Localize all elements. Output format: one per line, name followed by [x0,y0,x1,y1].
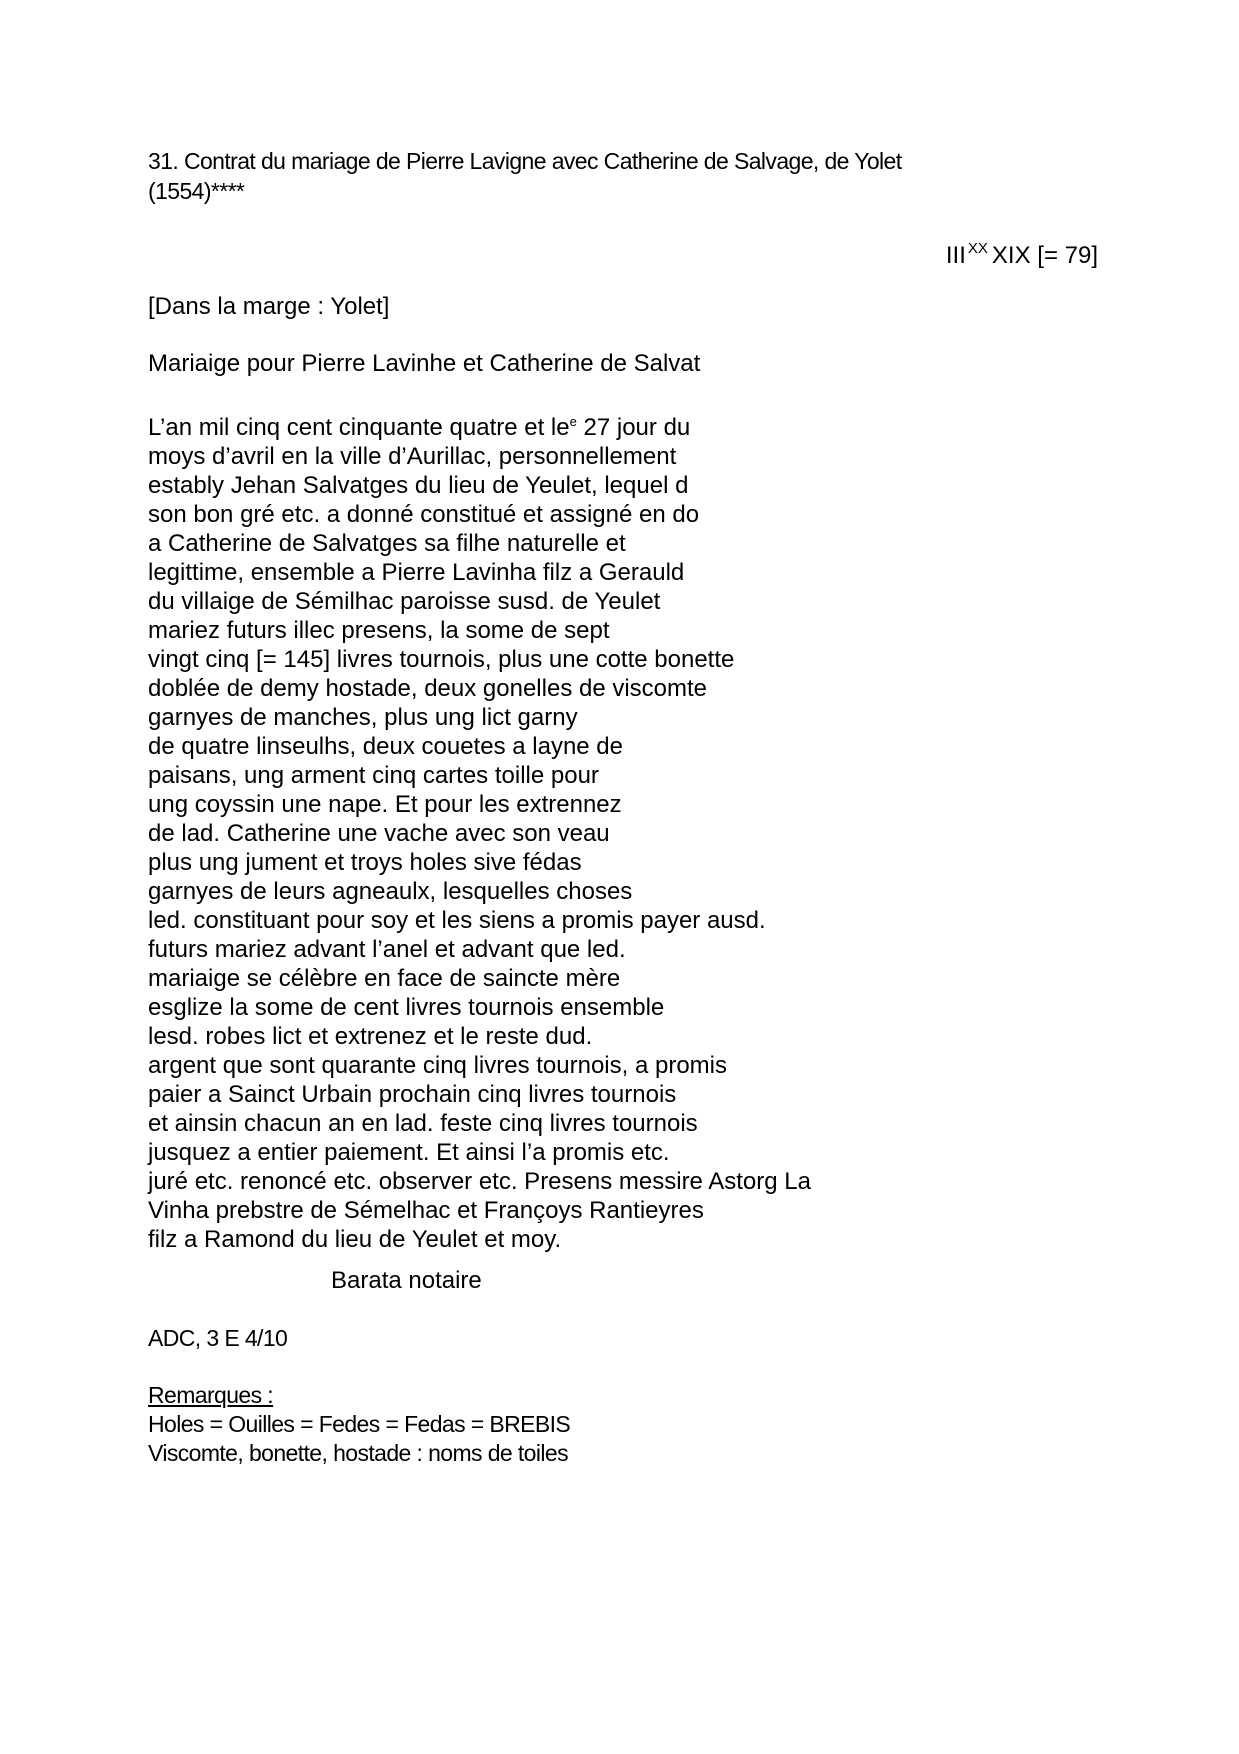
folio-rest: XIX [= 79] [991,242,1098,269]
document-title [148,146,1098,206]
folio-superscript: XX [967,240,988,257]
body-line: lesd. robes lict et extrenez et le reste dud. [148,1023,593,1050]
body-line: vingt cinq [= 145] livres tournois, plus une cotte bonette [148,646,735,673]
body-line: filz a Ramond du lieu de Yeulet et moy. [148,1226,562,1253]
remarks-line: Holes = Ouilles = Fedes = Fedas = BREBIS [148,1411,571,1437]
body-line-superscript: e [569,414,577,429]
body-line: led. constituant pour soy et les siens a promis payer ausd. [148,907,766,934]
body-line: plus ung jument et troys holes sive fédas [148,849,582,876]
body-line: paier a Sainct Urbain prochain cinq livres tournois [148,1081,677,1108]
folio-number [946,234,1098,271]
body-line: estably Jehan Salvatges du lieu de Yeulet, lequel d [148,472,689,499]
body-line: garnyes de leurs agneaulx, lesquelles choses [148,878,633,905]
remarks-section [148,1381,570,1468]
body-line: et ainsin chacun an en lad. feste cinq livres tournois [148,1110,698,1137]
body-line: mariaige se célèbre en face de saincte mère [148,965,621,992]
body-line: a Catherine de Salvatges sa filhe naturelle et [148,530,626,557]
body-line: de lad. Catherine une vache avec son veau [148,820,610,847]
remarks-title: Remarques : [148,1382,274,1408]
margin-note: [Dans la marge : Yolet] [148,293,390,320]
body-line: de quatre linseulhs, deux couetes a layne de [148,733,623,760]
body-line: mariez futurs illec presens, la some de sept [148,617,610,644]
body-line-text: L’an mil cinq cent cinquante quatre et le [148,414,570,441]
body-line: ung coyssin une nape. Et pour les extrennez [148,791,622,818]
archive-reference: ADC, 3 E 4/10 [148,1325,288,1351]
body-line: paisans, ung arment cinq cartes toille pour [148,762,599,789]
title-line-2: (1554)**** [148,178,245,204]
document-page [148,146,1098,1466]
body-line-tail: 27 jour du [576,414,691,441]
body-line: son bon gré etc. a donné constitué et assigné en do [148,501,700,528]
folio-main: III [945,242,966,269]
body-line: futurs mariez advant l’anel et advant que led. [148,936,626,963]
body-line: legittime, ensemble a Pierre Lavinha filz a Gerauld [148,559,685,586]
body-line: du villaige de Sémilhac paroisse susd. de Yeulet [148,588,661,615]
body-line: doblée de demy hostade, deux gonelles de viscomte [148,675,708,702]
body-line: argent que sont quarante cinq livres tournois, a promis [148,1052,727,1079]
title-line-1: 31. Contrat du mariage de Pierre Lavigne avec Catherine de Salvage, de Yolet [148,148,902,174]
body-line: Vinha prebstre de Sémelhac et Françoys Rantieyres [148,1197,704,1224]
body-line: jusquez a entier paiement. Et ainsi l’a promis etc. [148,1139,670,1166]
act-body [148,407,848,1254]
body-line: esglize la some de cent livres tournois ensemble [148,994,665,1021]
body-line: garnyes de manches, plus ung lict garny [148,704,578,731]
notary-signature: Barata notaire [331,1267,482,1294]
body-line [148,407,848,442]
act-heading: Mariaige pour Pierre Lavinhe et Catherine de Salvat [148,350,701,377]
body-line: moys d’avril en la ville d’Aurillac, personnellement [148,443,677,470]
body-line: juré etc. renoncé etc. observer etc. Presens messire Astorg La [148,1168,811,1195]
remarks-line: Viscomte, bonette, hostade : noms de toiles [148,1440,568,1466]
